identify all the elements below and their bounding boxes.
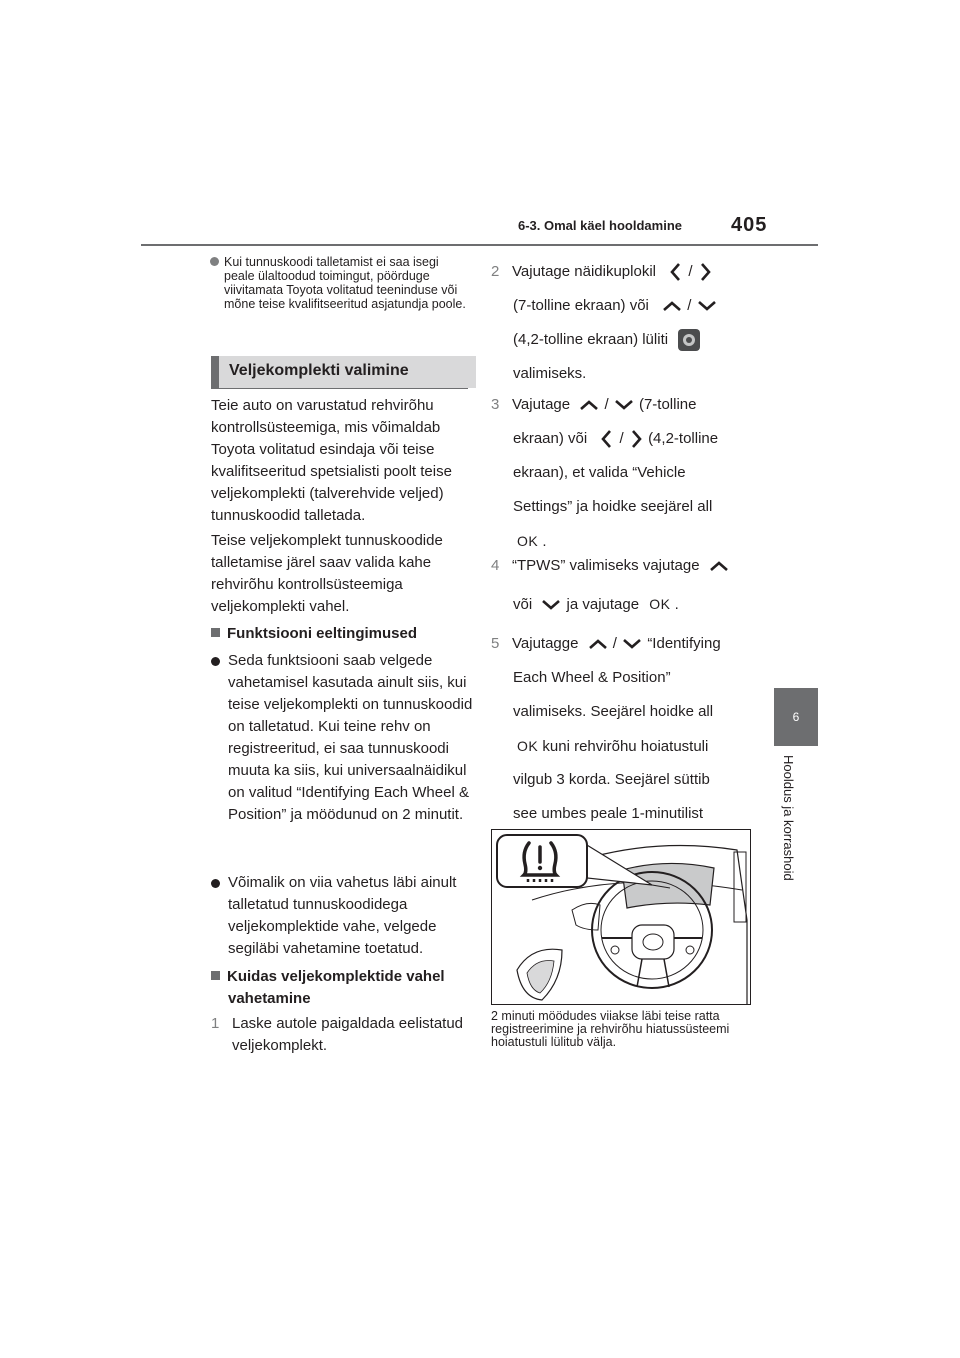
chevron-left-icon (668, 261, 684, 283)
step-text: valimiseks. Seejärel hoidke all (513, 703, 714, 720)
chevron-down-icon (621, 637, 643, 651)
chevron-right-icon (697, 261, 713, 283)
chevron-left-icon (599, 428, 615, 450)
step-text: ja vajutage (566, 596, 640, 613)
step-text: valimiseks. (513, 365, 587, 382)
step-text: ekraan), et valida “Vehicle (513, 464, 686, 481)
chapter-tab: 6 (774, 688, 818, 746)
conditions-title: Funktsiooni eeltingimused (211, 623, 476, 645)
dashboard-drawing (492, 830, 750, 1004)
step-text: see umbes peale 1-minutilist (513, 805, 704, 822)
header-rule (141, 244, 818, 246)
square-bullet-icon (211, 628, 220, 637)
step-text: (4,2-tolline (648, 430, 719, 447)
chevron-up-icon (587, 637, 609, 651)
ok-button-icon: OK (517, 533, 539, 549)
bullet-text: Võimalik on viia vahetus läbi ainult talletatud tunnuskoodidega veljekomplektide vahe, velgede segiläbi vahetamine toetatud. (228, 874, 457, 957)
chevron-down-icon (613, 398, 635, 412)
section-header: 6-3. Omal käel hooldamine (518, 218, 682, 233)
note (210, 255, 472, 311)
step-text: Settings” ja hoidke seejärel all (513, 498, 713, 515)
ok-button-icon: OK (517, 738, 539, 754)
step-2 (491, 255, 761, 391)
slash: / (619, 430, 624, 447)
subheading-title: Veljekomplekti valimine (229, 362, 409, 379)
step-number: 2 (491, 263, 500, 280)
note-text: Kui tunnuskoodi talletamist ei saa isegi peale ülaltoodud toimingut, pöörduge viivitamata Toyota volitatud teeninduse või mõne teise kvalifitseeritud asjatundja poole. (224, 255, 466, 311)
subheading-rule (211, 388, 468, 389)
subheading (211, 356, 476, 388)
step-number: 4 (491, 557, 500, 574)
bullet-dot-icon (211, 657, 220, 666)
slash: / (612, 635, 617, 652)
step-text: “Identifying (647, 635, 721, 652)
chevron-up-icon (578, 398, 600, 412)
chapter-side-label: Hooldus ja korrashoid (781, 755, 796, 881)
step-text: Laske autole paigaldada eelistatud veljekomplekt. (232, 1015, 464, 1054)
step-number: 5 (491, 635, 500, 652)
step-text: kuni rehvirõhu hoiatustuli (542, 738, 709, 755)
step-number: 1 (211, 1015, 220, 1032)
step-text: “TPWS” valimiseks vajutage (512, 557, 700, 574)
square-bullet-icon (211, 971, 220, 980)
period: . (674, 596, 679, 613)
slash: / (687, 297, 692, 314)
step-text: Each Wheel & Position” (513, 669, 671, 686)
chevron-down-icon (696, 299, 718, 313)
bullet-text: Seda funktsiooni saab velgede vahetamisel kasutada ainult siis, kui teise veljekomplekti on tunnuskoodid on talletatud. Kui teine rehv on registreeritud, ei saa tunnuskoodi muuta ka siis, kui universaalnäidikul on valitud “Identifying Each Wheel & Position” ja möödunud on 2 minutit. (228, 652, 473, 823)
step-4 (491, 549, 761, 621)
step-text: (7-tolline ekraan) või (513, 297, 649, 314)
step-text: (7-tolline (638, 396, 697, 413)
ok-button-icon: OK (649, 596, 671, 612)
step-text: ekraan) või (513, 430, 588, 447)
slash: / (604, 396, 609, 413)
step-text: (4,2-tolline ekraan) lüliti (513, 331, 669, 348)
step-text: Vajutagge (512, 635, 579, 652)
note-bullet-icon (210, 257, 219, 266)
step-text: Vajutage (512, 396, 571, 413)
illustration-caption: 2 minuti möödudes viiakse läbi teise ratta registreerimine ja rehvirõhu hiatussüsteemi hoiatustuli lülitub välja. (491, 1009, 730, 1049)
howto-title: Kuidas veljekomplektide vahel vahetamine (211, 966, 476, 1010)
period: . (542, 533, 547, 550)
step-1 (211, 1013, 476, 1057)
slash: / (688, 263, 693, 280)
step-text: Vajutage näidikuplokil (512, 263, 656, 280)
second-paragraph: Teise veljekomplekt tunnuskoodide talletamise järel saav valida kahe rehvirõhu kontrollsüsteemiga veljekomplekti vahel. (211, 532, 443, 615)
bullet-item (211, 650, 476, 826)
chevron-down-icon (540, 598, 562, 612)
chevron-right-icon (628, 428, 644, 450)
step-3 (491, 388, 761, 558)
step-number: 3 (491, 396, 500, 413)
page-number: 405 (731, 214, 768, 236)
bullet-dot-icon (211, 879, 220, 888)
chevron-up-icon (661, 299, 683, 313)
bullet-item (211, 872, 476, 960)
intro-paragraph: Teie auto on varustatud rehvirõhu kontrollsüsteemiga, mis võimaldab Toyota volitatud esindaja või teise kvalifitseeritud spetsialisti poolt teise veljekomplekti (talverehvide veljed) tunnuskoodid talletada. (211, 397, 452, 524)
gear-icon (678, 329, 700, 351)
step-text: või (513, 596, 533, 613)
dashboard-illustration (491, 829, 751, 1005)
chevron-up-icon (708, 559, 730, 573)
step-text: vilgub 3 korda. Seejärel süttib (513, 771, 710, 788)
